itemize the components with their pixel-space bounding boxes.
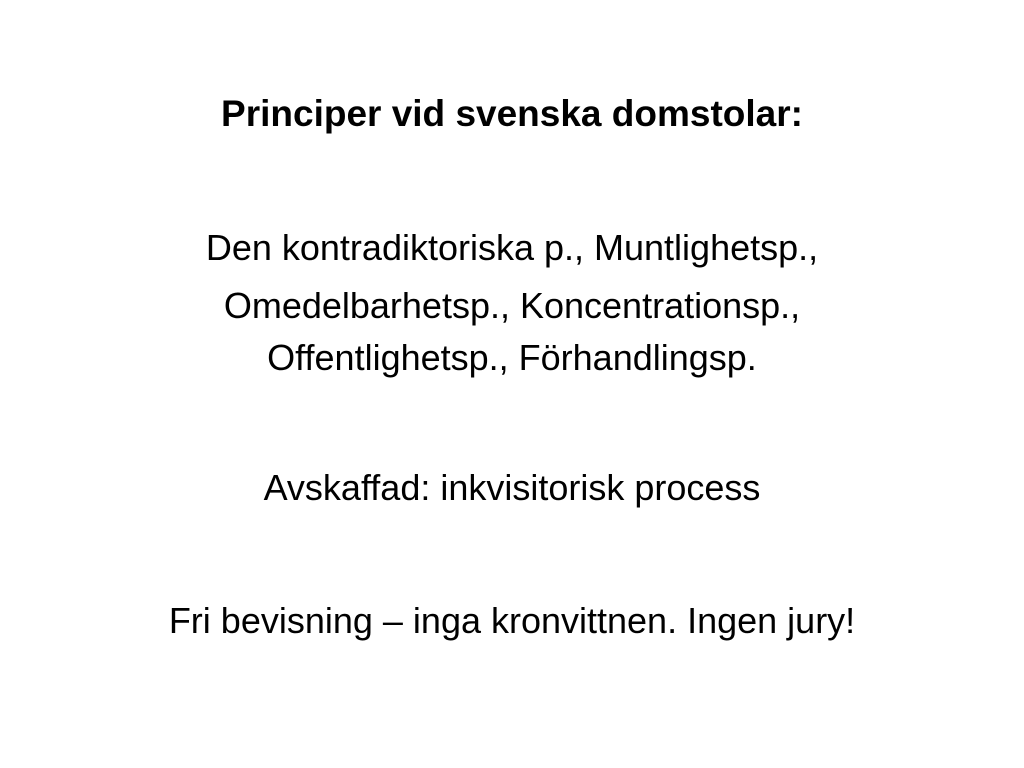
principles-line-3: Offentlighetsp., Förhandlingsp. xyxy=(267,337,757,378)
principles-line-2: Omedelbarhetsp., Koncentrationsp., xyxy=(223,285,801,326)
abolished-statement: Avskaffad: inkvisitorisk process xyxy=(263,467,761,508)
principles-line-1: Den kontradiktoriska p., Muntlighetsp., xyxy=(205,227,819,268)
slide-title: Principer vid svenska domstolar: xyxy=(221,93,803,134)
evidence-statement: Fri bevisning – inga kronvittnen. Ingen jury! xyxy=(168,600,856,641)
